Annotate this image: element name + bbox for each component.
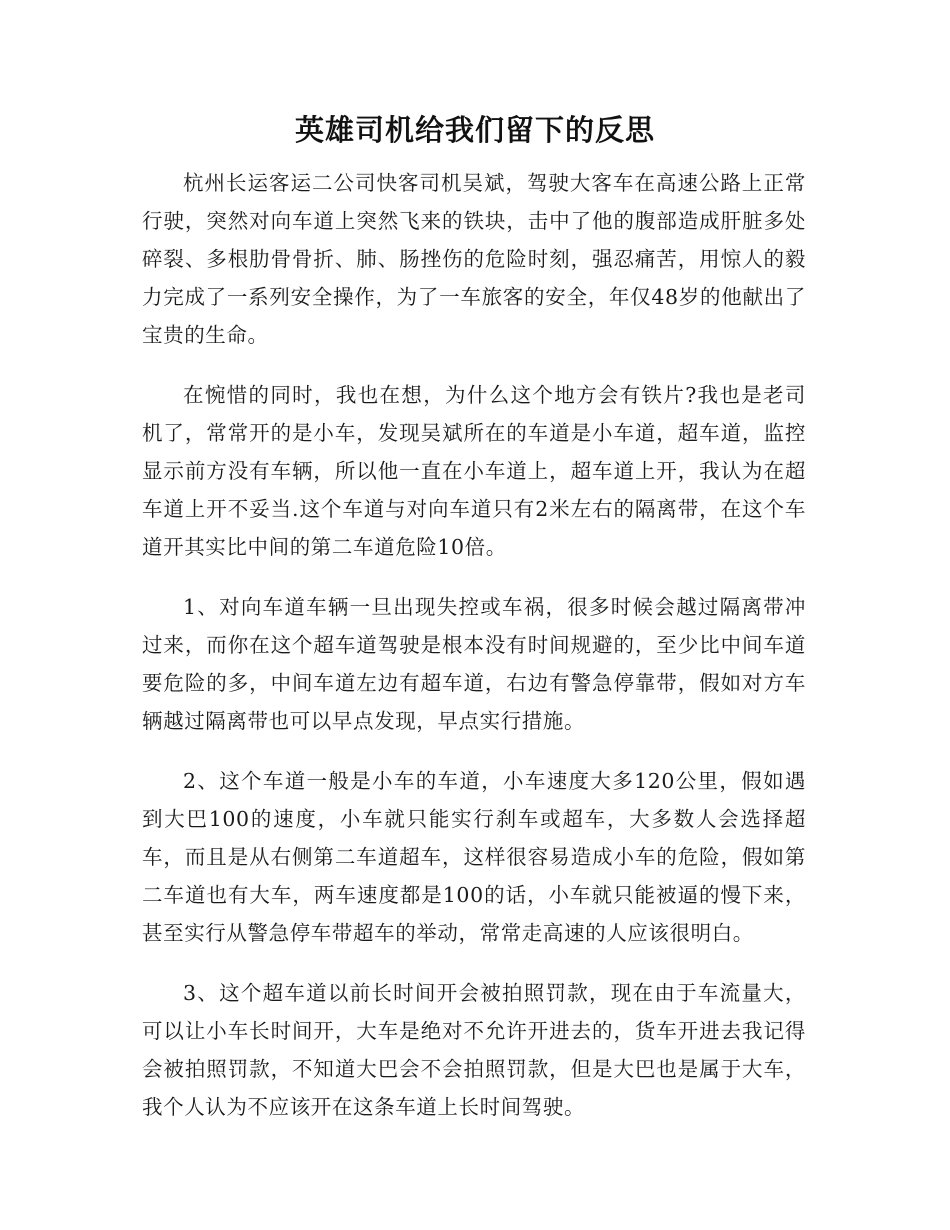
paragraph-point-1: 1、对向车道车辆一旦出现失控或车祸，很多时候会越过隔离带冲过来，而你在这个超车道驾驶是根本没有时间规避的，至少比中间车道要危险的多，中间车道左边有超车道，右边有警急停靠带，假如对方车辆越过隔离带也可以早点发现，早点实行措施。 <box>142 595 806 733</box>
document-title: 英雄司机给我们留下的反思 <box>294 113 655 147</box>
paragraph-point-2: 2、这个车道一般是小车的车道，小车速度大多120公里，假如遇到大巴100的速度，小车就只能实行刹车或超车，大多数人会选择超车，而且是从右侧第二车道超车，这样很容易造成小车的危险，假如第二车道也有大车，两车速度都是100的话，小车就只能被逼的慢下来，甚至实行从警急停车带超车的举动，常常走高速的人应该很明白。 <box>142 769 806 945</box>
document-body <box>142 164 806 1148</box>
paragraph-intro: 杭州长运客运二公司快客司机吴斌，驾驶大客车在高速公路上正常行驶，突然对向车道上突然飞来的铁块，击中了他的腹部造成肝脏多处碎裂、多根肋骨骨折、肺、肠挫伤的危险时刻，强忍痛苦，用惊人的毅力完成了一系列安全操作，为了一车旅客的安全，年仅48岁的他献出了宝贵的生命。 <box>142 171 806 347</box>
paragraph-point-3: 3、这个超车道以前长时间开会被拍照罚款，现在由于车流量大，可以让小车长时间开，大车是绝对不允许开进去的，货车开进去我记得会被拍照罚款，不知道大巴会不会拍照罚款，但是大巴也是属于大车，我个人认为不应该开在这条车道上长时间驾驶。 <box>142 981 806 1119</box>
paragraph-reflection: 在惋惜的同时，我也在想，为什么这个地方会有铁片?我也是老司机了，常常开的是小车，发现吴斌所在的车道是小车道，超车道，监控显示前方没有车辆，所以他一直在小车道上，超车道上开，我认为在超车道上开不妥当.这个车道与对向车道只有2米左右的隔离带，在这个车道开其实比中间的第二车道危险10倍。 <box>142 383 806 559</box>
